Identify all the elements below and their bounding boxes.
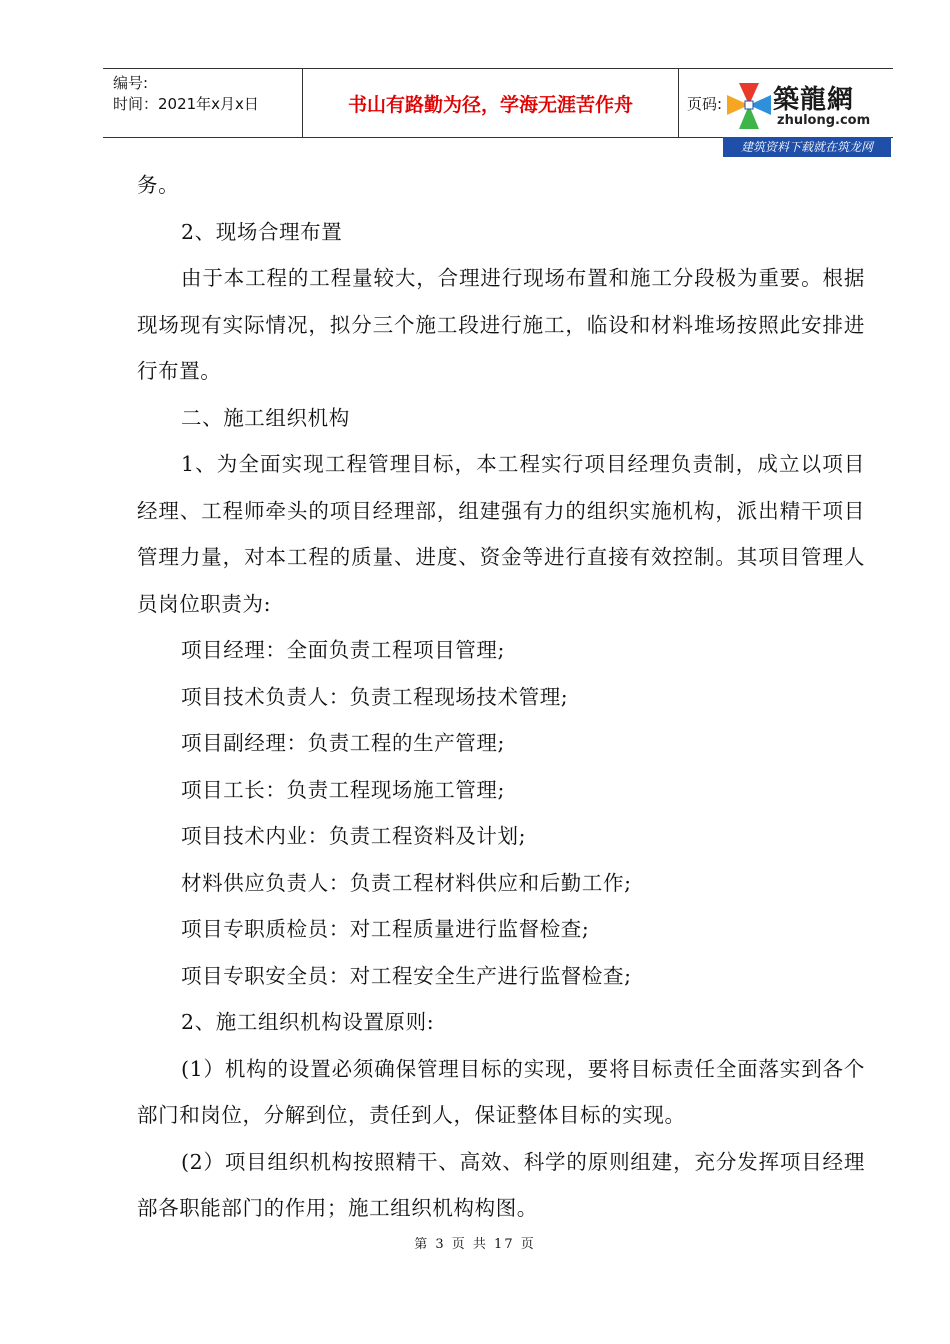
header-page-cell [679,69,893,154]
paragraph: 务。 [137,173,180,197]
paragraph: (1）机构的设置必须确保管理目标的实现，要将目标责任全面落实到各个部门和岗位，分解到位，责任到人，保证整体目标的实现。 [137,1056,865,1127]
paragraph: 由于本工程的工程量较大，合理进行现场布置和施工分段极为重要。根据现场现有实际情况，拟分三个施工段进行施工，临设和材料堆场按照此安排进行布置。 [137,266,865,383]
document-header [103,68,893,154]
logo-name-en: zhulong.com [777,113,871,128]
page-footer: 第 3 页 共 17 页 [414,1237,536,1252]
section-heading: 2、现场合理布置 [181,219,343,244]
page-label: 页码: [687,95,723,113]
logo-center [745,101,753,109]
zhulong-logo [723,75,891,161]
duty-item: 项目专职质检员：对工程质量进行监督检查; [181,917,590,941]
paragraph: 1、为全面实现工程管理目标，本工程实行项目经理负责制，成立以项目经理、工程师牵头的项目经理部，组建强有力的组织实施机构，派出精干项目管理力量，对本工程的质量、进度、资金等进行直接有效控制。其项目管理人员岗位职责为: [137,452,865,616]
duty-item: 项目技术负责人：负责工程现场技术管理; [181,684,569,709]
header-motto-cell [303,69,679,137]
motto-text: 书山有路勤为径，学海无涯苦作舟 [347,93,633,116]
duty-item: 项目工长：负责工程现场施工管理; [181,777,506,802]
duty-item: 项目专职安全员：对工程安全生产进行监督检查; [181,963,632,988]
header-info-cell [103,69,303,137]
duty-item: 项目技术内业：负责工程资料及计划; [181,824,527,848]
zhulong-logo-icon [723,77,775,137]
paragraph: (2）项目组织机构按照精干、高效、科学的原则组建，充分发挥项目经理部各职能部门的作用；施工组织机构构图。 [137,1149,865,1220]
duty-item: 项目经理：全面负责工程项目管理; [181,638,506,662]
duty-item: 项目副经理：负责工程的生产管理; [181,731,506,755]
time-label: 时间：2021年x月x日 [113,95,259,113]
section-heading: 2、施工组织机构设置原则: [181,1010,435,1034]
logo-tagline: 建筑资料下载就在筑龙网 [723,137,891,157]
duty-item: 材料供应负责人：负责工程材料供应和后勤工作; [181,870,632,895]
number-label: 编号: [113,74,149,92]
logo-name-cn: 築龍網 [773,85,855,115]
section-heading: 二、施工组织机构 [181,405,350,430]
document-body [137,162,865,1232]
